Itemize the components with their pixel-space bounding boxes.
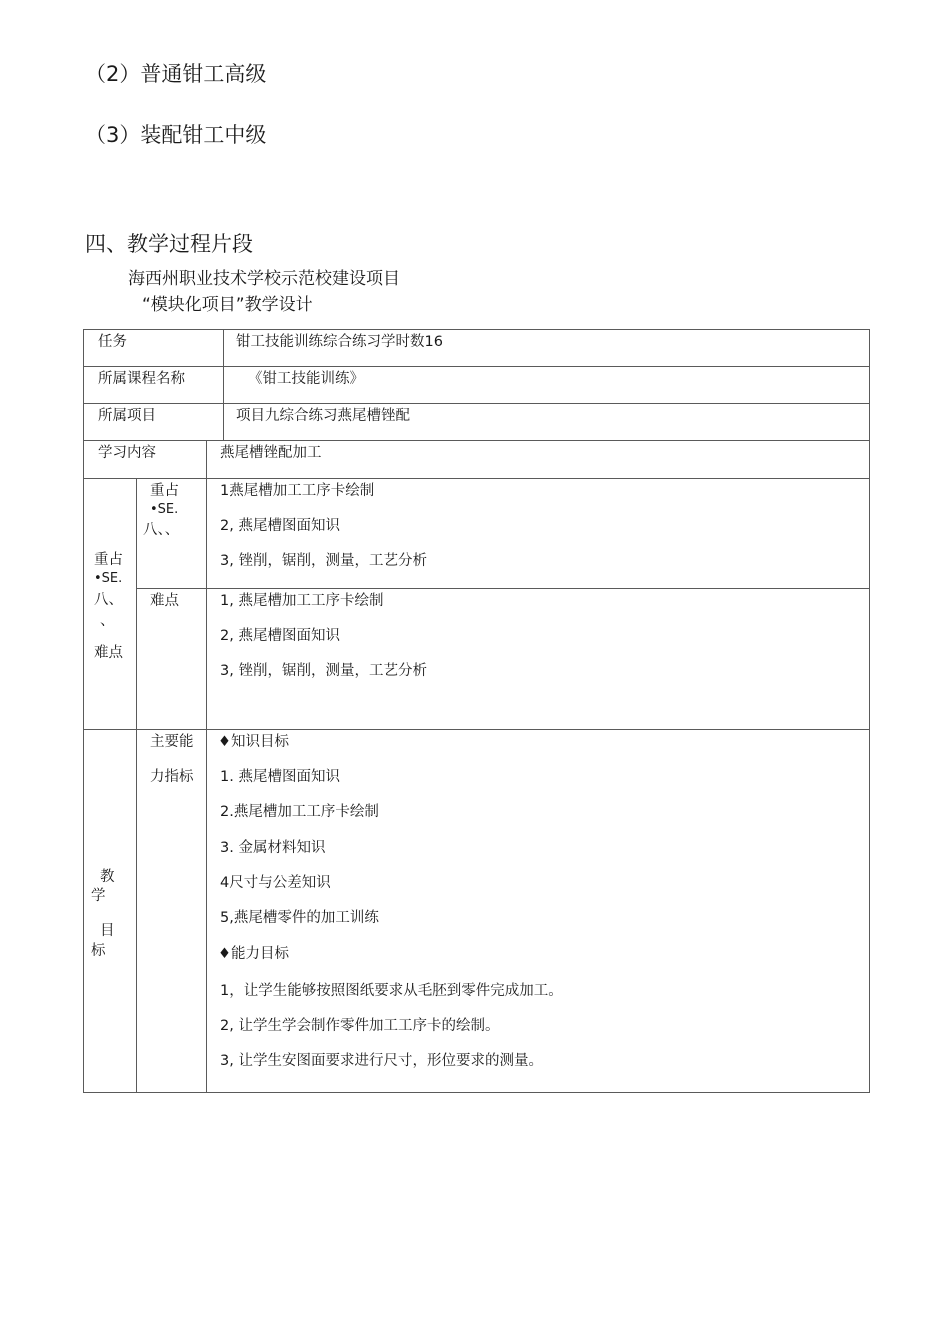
goal-item: 4尺寸与公差知识	[220, 875, 331, 891]
content-value: 燕尾槽锉配加工	[220, 445, 322, 461]
difficulty-item-3: 3, 锉削，锯削，测量，工艺分析	[220, 663, 427, 679]
difficulty-item-2: 2, 燕尾槽图面知识	[220, 628, 340, 644]
focus-label-3: 八、、	[143, 522, 180, 538]
course-label: 所属课程名称	[98, 371, 185, 387]
focus-item-2: 2, 燕尾槽图面知识	[220, 518, 340, 534]
keypoints-outer-label-5: 难点	[94, 645, 123, 661]
ability-label-2: 力指标	[150, 769, 194, 785]
keypoints-outer-label-2: •SE.	[94, 571, 123, 586]
goal-item: 5,燕尾槽零件的加工训练	[220, 910, 379, 926]
doc-title-line2: “模块化项目”教学设计	[142, 295, 313, 315]
ability-label-1: 主要能	[150, 734, 194, 750]
difficulty-label: 难点	[150, 593, 179, 609]
content-label: 学习内容	[98, 445, 156, 461]
goals-outer-label-4: 标	[91, 943, 106, 959]
goal-item: ♦知识目标	[218, 734, 289, 750]
focus-label-2: •SE.	[150, 502, 179, 517]
goal-item: 2, 让学生学会制作零件加工工序卡的绘制。	[220, 1018, 500, 1034]
goal-item: 3. 金属材料知识	[220, 840, 326, 856]
difficulty-item-1: 1, 燕尾槽加工工序卡绘制	[220, 593, 384, 609]
focus-item-3: 3, 锉削，锯削，测量，工艺分析	[220, 553, 427, 569]
goals-outer-label-2: 学	[91, 888, 106, 904]
section-heading: 四、教学过程片段	[85, 232, 253, 256]
keypoints-outer-label-1: 重占	[94, 552, 123, 568]
list-item-3: （3）装配钳工中级	[85, 123, 267, 147]
goal-item: 1. 燕尾槽图面知识	[220, 769, 340, 785]
task-value: 钳工技能训练综合练习学时数16	[236, 334, 443, 350]
goal-item: ♦能力目标	[218, 946, 289, 962]
project-value: 项目九综合练习燕尾槽锉配	[236, 408, 410, 424]
focus-item-1: 1燕尾槽加工工序卡绘制	[220, 483, 375, 499]
doc-title-line1: 海西州职业技术学校示范校建设项目	[128, 269, 400, 289]
keypoints-outer-label-3: 八、	[94, 592, 123, 608]
goals-outer-label-3: 目	[100, 923, 115, 939]
goals-outer-label-1: 教	[100, 869, 115, 885]
goal-item: 2.燕尾槽加工工序卡绘制	[220, 804, 379, 820]
task-label: 任务	[98, 334, 127, 350]
keypoints-outer-label-4: 、	[100, 613, 115, 629]
focus-label-1: 重占	[150, 483, 179, 499]
project-label: 所属项目	[98, 408, 156, 424]
list-item-2: （2）普通钳工高级	[85, 62, 267, 86]
goal-item: 1，让学生能够按照图纸要求从毛胚到零件完成加工。	[220, 983, 563, 999]
course-value: 《钳工技能训练》	[248, 371, 364, 387]
goal-item: 3, 让学生安图面要求进行尺寸，形位要求的测量。	[220, 1053, 543, 1069]
